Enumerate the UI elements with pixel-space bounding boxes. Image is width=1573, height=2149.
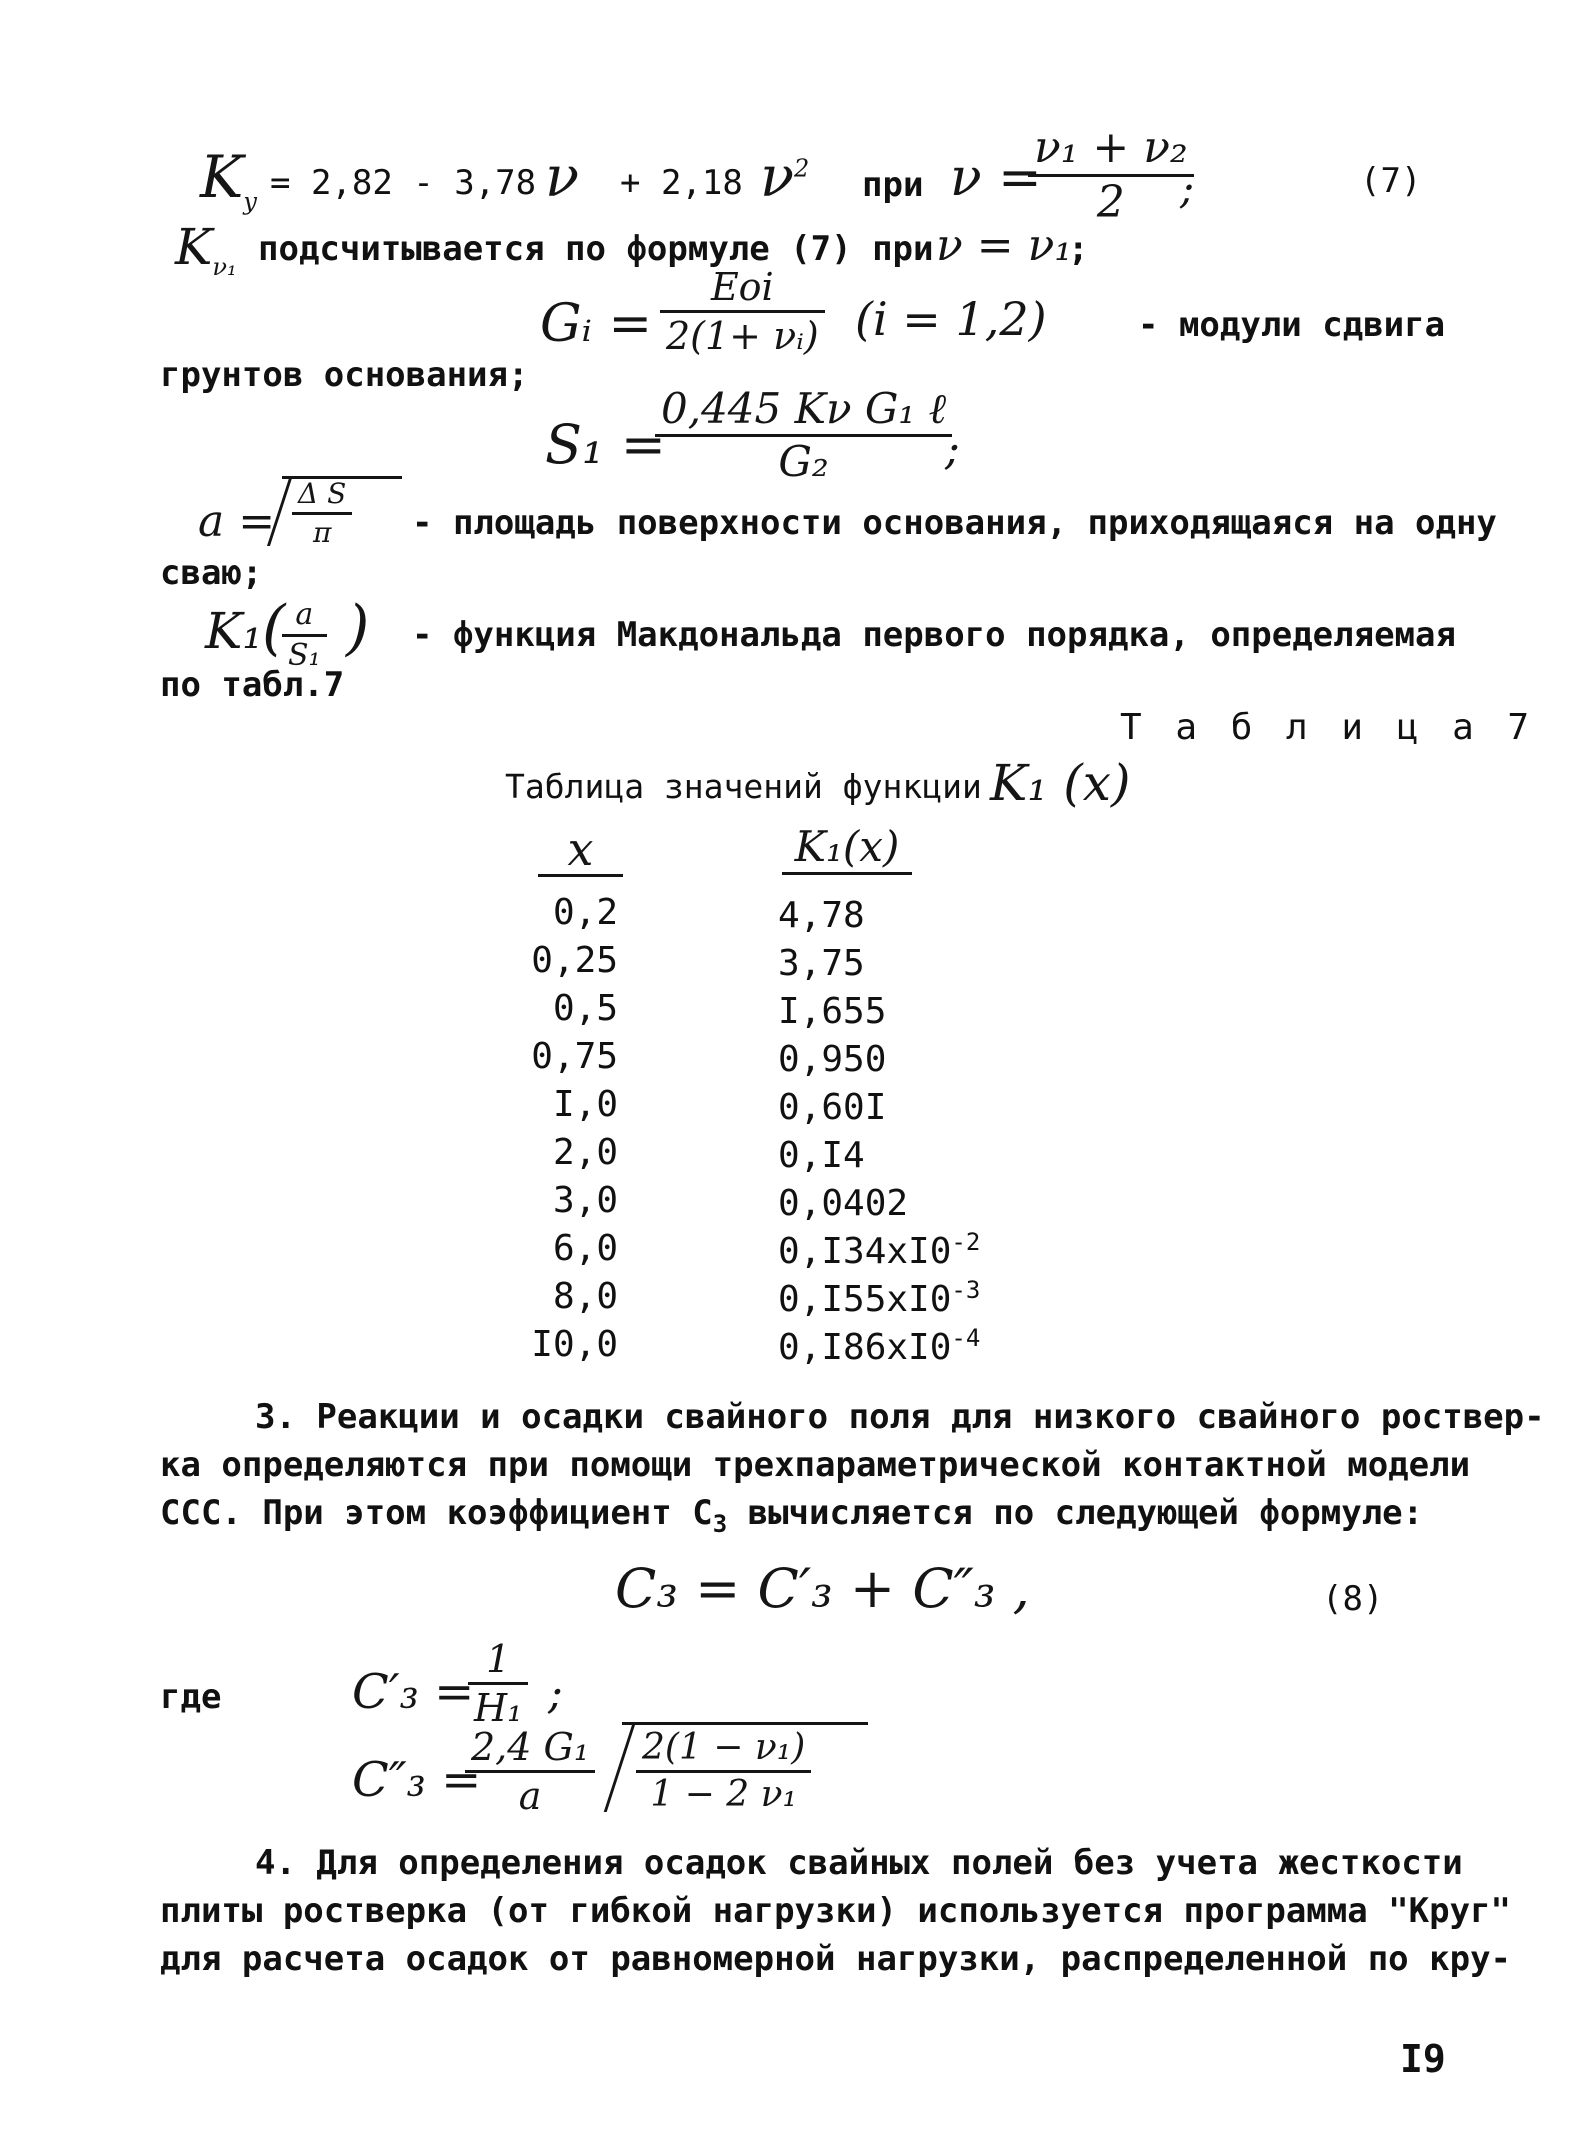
table-row-k: 0,60I — [778, 1087, 887, 1128]
formula7-semicolon: ; — [1180, 164, 1195, 213]
formula-s-end: ; — [945, 424, 960, 475]
formula7-plus: + 2,18 — [620, 163, 743, 203]
table7-caption: Таблица значений функции — [505, 767, 982, 806]
kv1-text: подсчитывается по формуле (7) при — [258, 229, 934, 269]
formula-g-desc: - модули сдвига — [1138, 305, 1446, 345]
c3-prime-lhs: C′₃ = — [352, 1664, 475, 1720]
c3-prime-fraction: $\frac{1}{\text{H₁}}$ — [468, 1640, 528, 1727]
where-label: где — [160, 1677, 222, 1717]
formula7-nu-squared: $\nu^2$ — [760, 145, 810, 210]
c3-prime-end: ; — [548, 1668, 563, 1719]
table7-col-k: K₁(x) — [782, 826, 912, 875]
formula-g-cont: грунтов основания; — [160, 355, 529, 395]
formula-a-cont: сваю; — [160, 553, 263, 593]
formula7-nu-eq: ν = — [950, 148, 1042, 208]
table-row-k: 4,78 — [778, 895, 865, 936]
formula7-fraction: $\frac{\text{ν₁ + ν₂}}{2}$ — [1028, 126, 1194, 225]
formula7-pri: при — [862, 165, 924, 205]
table7-label: Т а б л и ц а 7 — [1120, 707, 1536, 748]
formula-k1-fraction: $\frac{a}{\text{S₁}}$ — [282, 600, 327, 671]
para4-line3: для расчета осадок от равномерной нагрузки, распределенной по кру- — [160, 1939, 1512, 1979]
c3-double-prime-lhs: C″₃ = — [352, 1752, 482, 1808]
formula-s-lhs: S₁ = — [545, 413, 667, 476]
formula-k1-cont: по табл.7 — [160, 665, 345, 705]
table-row-x: 2,0 — [552, 1132, 618, 1173]
kv1-end: ; — [1068, 229, 1089, 269]
formula-a-lhs: a = — [198, 496, 276, 547]
table-row-x: 8,0 — [552, 1276, 618, 1317]
formula8-expression: C₃ = C′₃ + C″₃ , — [615, 1557, 1030, 1620]
table-row-x: 0,25 — [531, 940, 618, 981]
c3-double-prime-fraction: $\frac{\text{2,4 G₁}}{a}$ — [465, 1728, 595, 1815]
table-row-k: $0,I86xI0^{-4}$ — [778, 1324, 981, 1368]
table-row-k: 3,75 — [778, 943, 865, 984]
table-row-x: 0,75 — [531, 1036, 618, 1077]
formula-g-lhs: Gᵢ = — [540, 294, 653, 354]
kv1-symbol: $K_{\nu_1}$ — [175, 218, 237, 281]
table-row-k: $0,I55xI0^{-3}$ — [778, 1276, 981, 1320]
table-row-k: 0,I4 — [778, 1135, 865, 1176]
formula-a-desc: - площадь поверхности основания, приходящаяся на одну — [412, 503, 1497, 543]
para4-line2: плиты ростверка (от гибкой нагрузки) используется программа "Круг" — [160, 1891, 1512, 1931]
table-row-x: I0,0 — [531, 1324, 618, 1365]
para3-line2: ка определяются при помощи трехпараметрической контактной модели — [160, 1445, 1471, 1485]
formula7-nu: ν — [545, 145, 580, 210]
table-row-k: 0,950 — [778, 1039, 887, 1080]
table-row-x: 6,0 — [552, 1228, 618, 1269]
formula7-lhs: $K_y$ — [200, 143, 257, 216]
formula-g-fraction: Eoi 2(1+ νᵢ) — [660, 268, 825, 355]
formula8-number: (8) — [1322, 1579, 1384, 1619]
formula-a-fraction: $\frac{\text{Δ S}}{\pi}$ — [292, 480, 352, 547]
formula-g-condition: (i = 1,2) — [855, 292, 1047, 346]
formula-k1-rparen: ) — [346, 593, 370, 663]
table7-col-x: x — [538, 826, 623, 877]
formula-k1-symbol: K₁ — [205, 602, 263, 660]
para3-line3: ССС. При этом коэффициент $С_3$ вычисляется по следующей формуле: — [160, 1493, 1424, 1538]
table-row-x: 3,0 — [552, 1180, 618, 1221]
formula-s-fraction: 0,445 Kν G₁ ℓ G₂ — [655, 388, 952, 483]
formula7-number: (7) — [1360, 161, 1422, 201]
table-row-k: $0,I34xI0^{-2}$ — [778, 1228, 981, 1272]
c3-root-tick — [598, 1724, 636, 1812]
table-row-k: 0,0402 — [778, 1183, 909, 1224]
table-row-x: 0,5 — [552, 988, 618, 1029]
formula-k1-lparen: ( — [262, 593, 286, 663]
table7-caption-symbol: K₁ (x) — [990, 754, 1131, 812]
formula-k1-desc: - функция Макдональда первого порядка, определяемая — [412, 615, 1456, 655]
formula7-coefs: = 2,82 - 3,78 — [270, 163, 537, 203]
para4-line1: 4. Для определения осадок свайных полей без учета жесткости — [255, 1843, 1463, 1883]
table-row-k: I,655 — [778, 991, 887, 1032]
kv1-condition: ν = ν₁ — [936, 220, 1072, 271]
para3-line1: 3. Реакции и осадки свайного поля для низкого свайного роствер- — [255, 1397, 1545, 1437]
table-row-x: 0,2 — [552, 892, 618, 933]
page-number: I9 — [1400, 2037, 1446, 2081]
table-row-x: I,0 — [552, 1084, 618, 1125]
c3-root-fraction: $\frac{\text{2(1 − ν₁)}}{\text{1 − 2 ν₁}}$ — [636, 1730, 811, 1813]
